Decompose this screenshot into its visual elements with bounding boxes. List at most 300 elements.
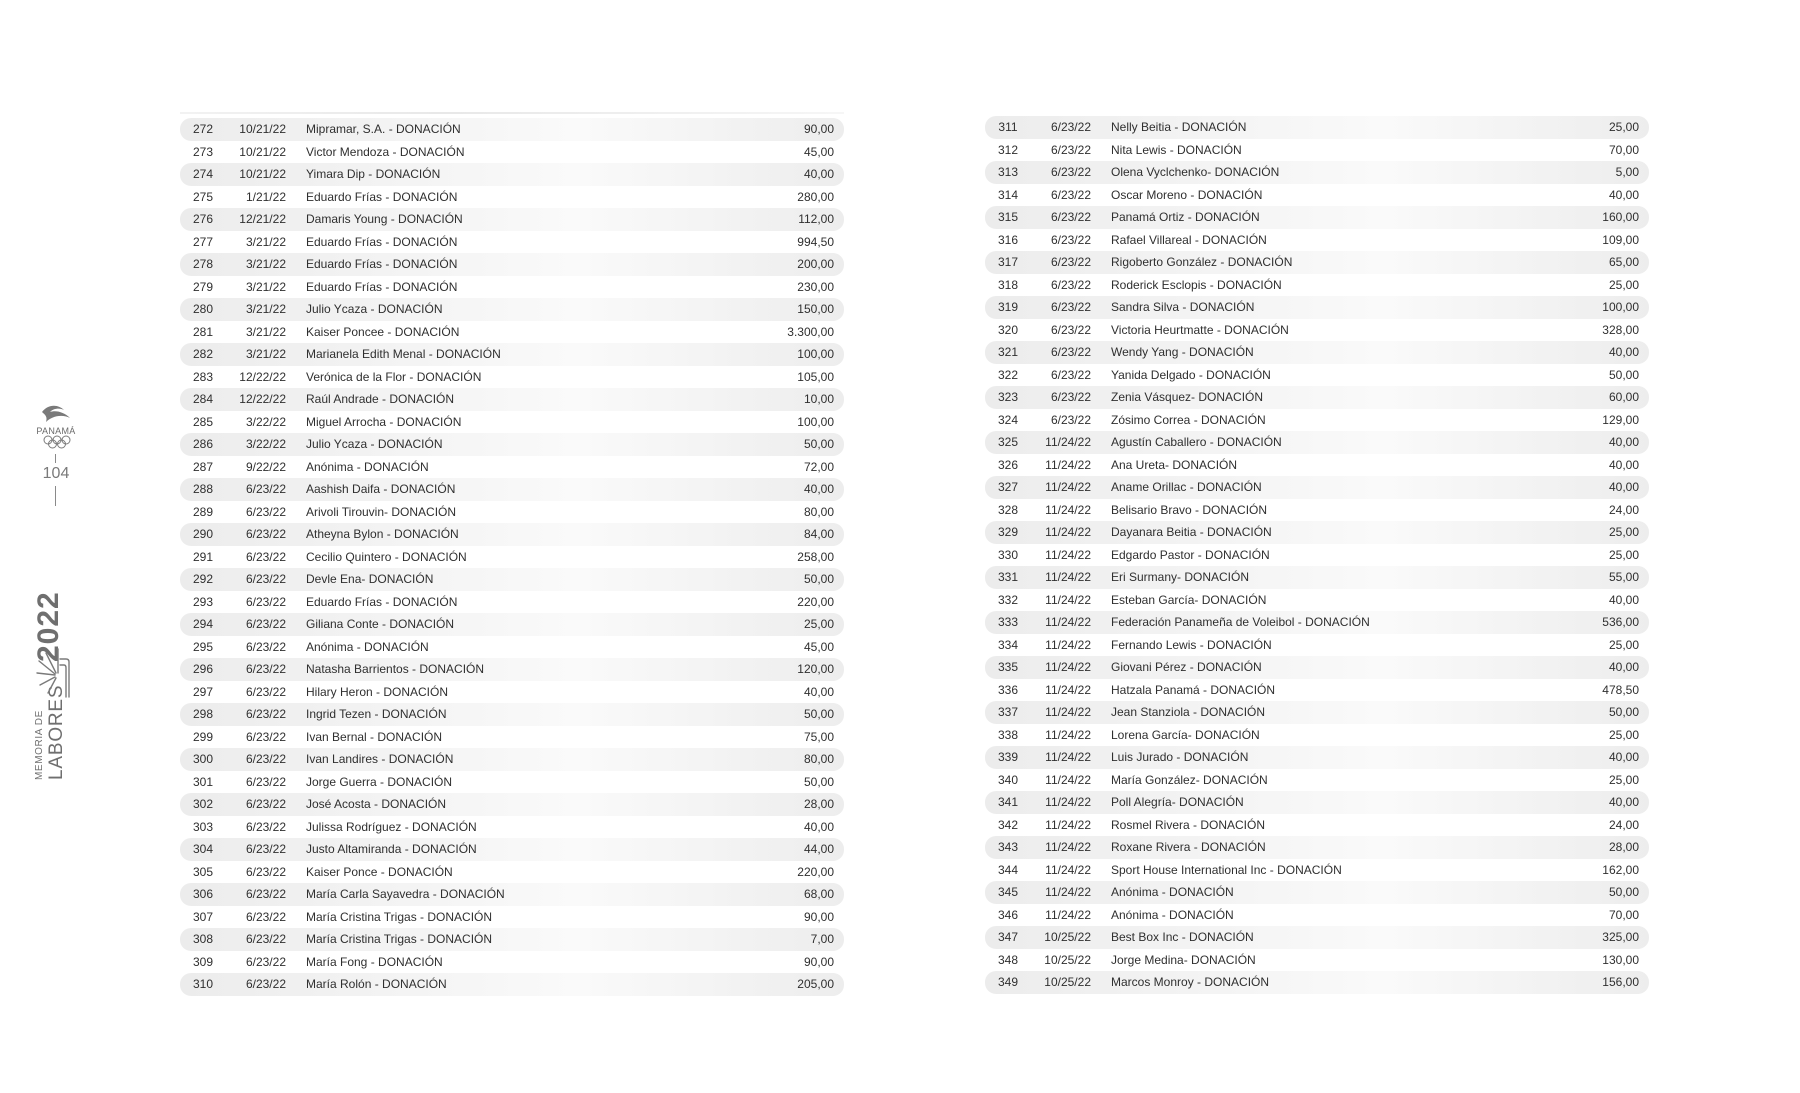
row-date: 6/23/22 bbox=[245, 527, 286, 542]
row-description: Kaiser Poncee - DONACIÓN bbox=[306, 324, 460, 339]
table-row bbox=[985, 656, 1649, 679]
row-description: Jean Stanziola - DONACIÓN bbox=[1111, 705, 1266, 720]
row-date: 11/24/22 bbox=[1045, 547, 1091, 562]
row-number: 331 bbox=[997, 570, 1019, 585]
row-date: 6/23/22 bbox=[1050, 367, 1091, 382]
row-amount: 129,00 bbox=[1602, 412, 1639, 427]
row-number: 347 bbox=[997, 930, 1019, 945]
brand-name: PANAMÁ bbox=[36, 426, 76, 436]
table-row bbox=[180, 748, 844, 771]
table-row bbox=[180, 163, 844, 186]
row-description: María González- DONACIÓN bbox=[1111, 772, 1268, 787]
row-description: Marcos Monroy - DONACIÓN bbox=[1111, 975, 1270, 990]
row-amount: 162,00 bbox=[1602, 862, 1639, 877]
row-description: Rafael Villareal - DONACIÓN bbox=[1111, 232, 1267, 247]
row-number: 300 bbox=[192, 752, 214, 767]
row-date: 3/22/22 bbox=[245, 414, 286, 429]
table-row bbox=[985, 521, 1649, 544]
row-amount: 40,00 bbox=[1608, 457, 1639, 472]
table-row bbox=[180, 298, 844, 321]
row-number: 323 bbox=[997, 390, 1019, 405]
row-description: Anónima - DONACIÓN bbox=[306, 639, 429, 654]
row-amount: 25,00 bbox=[1608, 120, 1639, 135]
row-date: 11/24/22 bbox=[1045, 795, 1091, 810]
table-top-rule bbox=[180, 112, 844, 114]
row-number: 272 bbox=[192, 122, 214, 137]
row-description: Agustín Caballero - DONACIÓN bbox=[1111, 435, 1282, 450]
row-date: 6/23/22 bbox=[1050, 165, 1091, 180]
row-date: 11/24/22 bbox=[1045, 637, 1091, 652]
table-row bbox=[985, 566, 1649, 589]
row-amount: 44,00 bbox=[803, 842, 834, 857]
row-date: 6/23/22 bbox=[245, 617, 286, 632]
row-amount: 150,00 bbox=[797, 302, 834, 317]
row-description: Sandra Silva - DONACIÓN bbox=[1111, 300, 1255, 315]
table-row bbox=[985, 341, 1649, 364]
row-description: Belisario Bravo - DONACIÓN bbox=[1111, 502, 1268, 517]
row-date: 10/21/22 bbox=[239, 144, 286, 159]
row-amount: 156,00 bbox=[1602, 975, 1639, 990]
row-number: 334 bbox=[997, 637, 1019, 652]
row-date: 6/23/22 bbox=[1050, 142, 1091, 157]
row-date: 3/22/22 bbox=[245, 437, 286, 452]
table-row bbox=[180, 186, 844, 209]
row-number: 346 bbox=[997, 907, 1019, 922]
row-description: Eri Surmany- DONACIÓN bbox=[1111, 570, 1250, 585]
row-date: 10/21/22 bbox=[239, 167, 286, 182]
row-number: 336 bbox=[997, 682, 1019, 697]
row-number: 312 bbox=[997, 142, 1019, 157]
table-row bbox=[985, 139, 1649, 162]
row-date: 6/23/22 bbox=[1050, 120, 1091, 135]
row-number: 280 bbox=[192, 302, 214, 317]
row-date: 6/23/22 bbox=[1050, 300, 1091, 315]
table-row bbox=[985, 116, 1649, 139]
row-amount: 70,00 bbox=[1608, 142, 1639, 157]
row-amount: 205,00 bbox=[797, 977, 834, 992]
row-number: 329 bbox=[997, 525, 1019, 540]
row-number: 316 bbox=[997, 232, 1019, 247]
table-row bbox=[985, 679, 1649, 702]
table-row bbox=[985, 364, 1649, 387]
row-date: 11/24/22 bbox=[1045, 907, 1091, 922]
row-number: 278 bbox=[192, 257, 214, 272]
row-amount: 70,00 bbox=[1608, 907, 1639, 922]
row-number: 276 bbox=[192, 212, 214, 227]
row-date: 6/23/22 bbox=[245, 594, 286, 609]
table-row bbox=[180, 433, 844, 456]
table-row bbox=[180, 883, 844, 906]
table-row bbox=[985, 836, 1649, 859]
row-description: María Fong - DONACIÓN bbox=[306, 954, 443, 969]
row-amount: 75,00 bbox=[803, 729, 834, 744]
row-number: 311 bbox=[998, 120, 1018, 135]
row-amount: 994,50 bbox=[797, 234, 834, 249]
row-number: 322 bbox=[997, 367, 1019, 382]
table-row bbox=[180, 411, 844, 434]
table-row bbox=[180, 658, 844, 681]
row-amount: 3.300,00 bbox=[787, 324, 834, 339]
table-row bbox=[985, 611, 1649, 634]
separator-line bbox=[55, 486, 56, 506]
row-amount: 84,00 bbox=[803, 527, 834, 542]
donations-table-right bbox=[985, 116, 1649, 994]
table-row bbox=[985, 296, 1649, 319]
report-year: 2022 bbox=[32, 591, 65, 662]
row-number: 330 bbox=[997, 547, 1019, 562]
row-date: 10/21/22 bbox=[239, 122, 286, 137]
row-description: Esteban García- DONACIÓN bbox=[1111, 592, 1267, 607]
row-amount: 40,00 bbox=[1608, 795, 1639, 810]
row-amount: 90,00 bbox=[803, 909, 834, 924]
row-date: 11/24/22 bbox=[1045, 840, 1091, 855]
row-number: 284 bbox=[192, 392, 214, 407]
table-row bbox=[180, 208, 844, 231]
row-description: Rosmel Rivera - DONACIÓN bbox=[1111, 817, 1266, 832]
row-date: 6/23/22 bbox=[1050, 390, 1091, 405]
table-row bbox=[985, 701, 1649, 724]
row-number: 282 bbox=[192, 347, 214, 362]
row-description: Best Box Inc - DONACIÓN bbox=[1111, 930, 1254, 945]
row-number: 320 bbox=[997, 322, 1019, 337]
row-number: 292 bbox=[192, 572, 214, 587]
row-description: Justo Altamiranda - DONACIÓN bbox=[306, 842, 477, 857]
row-date: 6/23/22 bbox=[245, 482, 286, 497]
row-number: 338 bbox=[997, 727, 1019, 742]
row-amount: 130,00 bbox=[1602, 952, 1639, 967]
row-number: 301 bbox=[192, 774, 214, 789]
row-date: 6/23/22 bbox=[1050, 187, 1091, 202]
olympic-rings-icon bbox=[43, 435, 71, 449]
row-number: 337 bbox=[997, 705, 1019, 720]
table-row bbox=[985, 791, 1649, 814]
row-amount: 478,50 bbox=[1602, 682, 1639, 697]
row-amount: 105,00 bbox=[797, 369, 834, 384]
table-row bbox=[180, 231, 844, 254]
row-date: 1/21/22 bbox=[245, 189, 286, 204]
row-description: Victor Mendoza - DONACIÓN bbox=[306, 144, 465, 159]
row-number: 288 bbox=[192, 482, 214, 497]
row-amount: 90,00 bbox=[803, 122, 834, 137]
row-description: Verónica de la Flor - DONACIÓN bbox=[306, 369, 482, 384]
row-number: 333 bbox=[997, 615, 1019, 630]
table-row bbox=[985, 881, 1649, 904]
row-number: 321 bbox=[997, 345, 1019, 360]
row-description: Roxane Rivera - DONACIÓN bbox=[1111, 840, 1266, 855]
row-date: 3/21/22 bbox=[245, 279, 286, 294]
table-row bbox=[180, 343, 844, 366]
row-description: Eduardo Frías - DONACIÓN bbox=[306, 257, 458, 272]
row-amount: 25,00 bbox=[1608, 525, 1639, 540]
row-description: Aname Orillac - DONACIÓN bbox=[1111, 480, 1262, 495]
table-row bbox=[180, 681, 844, 704]
title-line-2: LABORES bbox=[46, 684, 67, 780]
row-number: 319 bbox=[997, 300, 1019, 315]
row-date: 12/22/22 bbox=[239, 392, 286, 407]
row-amount: 25,00 bbox=[1608, 772, 1639, 787]
row-description: Rigoberto González - DONACIÓN bbox=[1111, 255, 1293, 270]
row-number: 307 bbox=[192, 909, 214, 924]
row-amount: 40,00 bbox=[1608, 592, 1639, 607]
row-date: 11/24/22 bbox=[1045, 772, 1091, 787]
row-description: Mipramar, S.A. - DONACIÓN bbox=[306, 122, 461, 137]
table-row bbox=[180, 388, 844, 411]
row-date: 6/23/22 bbox=[1050, 210, 1091, 225]
row-amount: 50,00 bbox=[803, 707, 834, 722]
row-amount: 25,00 bbox=[1608, 727, 1639, 742]
row-number: 299 bbox=[192, 729, 214, 744]
row-description: Luis Jurado - DONACIÓN bbox=[1111, 750, 1249, 765]
row-amount: 50,00 bbox=[1608, 705, 1639, 720]
row-number: 281 bbox=[192, 324, 214, 339]
row-description: Julissa Rodríguez - DONACIÓN bbox=[306, 819, 477, 834]
row-date: 6/23/22 bbox=[245, 887, 286, 902]
table-row bbox=[985, 184, 1649, 207]
table-row bbox=[985, 814, 1649, 837]
row-date: 6/23/22 bbox=[245, 977, 286, 992]
row-date: 6/23/22 bbox=[245, 504, 286, 519]
row-date: 6/23/22 bbox=[1050, 412, 1091, 427]
row-amount: 40,00 bbox=[803, 482, 834, 497]
table-row bbox=[180, 951, 844, 974]
row-date: 3/21/22 bbox=[245, 234, 286, 249]
row-date: 10/25/22 bbox=[1044, 952, 1091, 967]
row-number: 325 bbox=[997, 435, 1019, 450]
row-description: Nita Lewis - DONACIÓN bbox=[1111, 142, 1242, 157]
table-row bbox=[985, 769, 1649, 792]
row-amount: 40,00 bbox=[1608, 480, 1639, 495]
row-description: Ivan Landires - DONACIÓN bbox=[306, 752, 454, 767]
row-date: 10/25/22 bbox=[1044, 930, 1091, 945]
row-date: 3/21/22 bbox=[245, 324, 286, 339]
row-amount: 25,00 bbox=[803, 617, 834, 632]
row-amount: 109,00 bbox=[1602, 232, 1639, 247]
table-row bbox=[985, 544, 1649, 567]
row-amount: 328,00 bbox=[1602, 322, 1639, 337]
row-date: 9/22/22 bbox=[245, 459, 286, 474]
row-number: 283 bbox=[192, 369, 214, 384]
row-date: 6/23/22 bbox=[245, 549, 286, 564]
table-row bbox=[180, 636, 844, 659]
row-description: Natasha Barrientos - DONACIÓN bbox=[306, 662, 485, 677]
table-row bbox=[985, 926, 1649, 949]
table-row bbox=[985, 971, 1649, 994]
row-amount: 45,00 bbox=[803, 639, 834, 654]
row-description: Giovani Pérez - DONACIÓN bbox=[1111, 660, 1262, 675]
row-number: 344 bbox=[997, 862, 1019, 877]
row-amount: 60,00 bbox=[1608, 390, 1639, 405]
row-description: Jorge Guerra - DONACIÓN bbox=[306, 774, 453, 789]
table-row bbox=[985, 949, 1649, 972]
row-description: Marianela Edith Menal - DONACIÓN bbox=[306, 347, 501, 362]
table-row bbox=[985, 386, 1649, 409]
table-row bbox=[180, 456, 844, 479]
row-number: 309 bbox=[192, 954, 214, 969]
row-description: Hilary Heron - DONACIÓN bbox=[306, 684, 449, 699]
table-row bbox=[985, 206, 1649, 229]
row-date: 11/24/22 bbox=[1045, 862, 1091, 877]
row-amount: 24,00 bbox=[1608, 817, 1639, 832]
row-number: 304 bbox=[192, 842, 214, 857]
row-date: 6/23/22 bbox=[1050, 255, 1091, 270]
row-date: 11/24/22 bbox=[1045, 592, 1091, 607]
row-amount: 25,00 bbox=[1608, 547, 1639, 562]
row-description: Zenia Vásquez- DONACIÓN bbox=[1111, 390, 1264, 405]
row-amount: 100,00 bbox=[797, 347, 834, 362]
row-description: Sport House International Inc - DONACIÓN bbox=[1111, 862, 1342, 877]
row-amount: 230,00 bbox=[797, 279, 834, 294]
table-row bbox=[180, 276, 844, 299]
table-row bbox=[180, 546, 844, 569]
row-amount: 40,00 bbox=[803, 167, 834, 182]
row-amount: 50,00 bbox=[803, 572, 834, 587]
table-row bbox=[180, 253, 844, 276]
row-date: 6/23/22 bbox=[245, 932, 286, 947]
table-row bbox=[180, 478, 844, 501]
row-number: 310 bbox=[192, 977, 214, 992]
table-row bbox=[180, 703, 844, 726]
table-row bbox=[180, 771, 844, 794]
row-date: 11/24/22 bbox=[1045, 435, 1091, 450]
row-description: Eduardo Frías - DONACIÓN bbox=[306, 189, 458, 204]
row-number: 343 bbox=[997, 840, 1019, 855]
row-number: 342 bbox=[997, 817, 1019, 832]
row-amount: 25,00 bbox=[1608, 277, 1639, 292]
table-row bbox=[180, 118, 844, 141]
table-row bbox=[985, 499, 1649, 522]
row-date: 11/24/22 bbox=[1045, 682, 1091, 697]
row-description: Eduardo Frías - DONACIÓN bbox=[306, 234, 458, 249]
row-amount: 10,00 bbox=[803, 392, 834, 407]
row-date: 6/23/22 bbox=[1050, 232, 1091, 247]
row-date: 11/24/22 bbox=[1045, 727, 1091, 742]
table-row bbox=[180, 501, 844, 524]
row-number: 290 bbox=[192, 527, 214, 542]
row-amount: 72,00 bbox=[803, 459, 834, 474]
table-row bbox=[180, 613, 844, 636]
row-date: 3/21/22 bbox=[245, 347, 286, 362]
row-description: Eduardo Frías - DONACIÓN bbox=[306, 594, 458, 609]
row-description: Anónima - DONACIÓN bbox=[1111, 907, 1234, 922]
table-row bbox=[180, 973, 844, 996]
row-amount: 55,00 bbox=[1608, 570, 1639, 585]
row-date: 12/22/22 bbox=[239, 369, 286, 384]
table-row bbox=[985, 319, 1649, 342]
row-number: 327 bbox=[997, 480, 1019, 495]
row-amount: 160,00 bbox=[1602, 210, 1639, 225]
row-amount: 120,00 bbox=[797, 662, 834, 677]
row-amount: 80,00 bbox=[803, 752, 834, 767]
row-date: 11/24/22 bbox=[1045, 480, 1091, 495]
row-date: 10/25/22 bbox=[1044, 975, 1091, 990]
donations-table-left bbox=[180, 112, 844, 996]
row-description: Olena Vyclchenko- DONACIÓN bbox=[1111, 165, 1280, 180]
row-amount: 40,00 bbox=[803, 819, 834, 834]
table-row bbox=[985, 476, 1649, 499]
row-number: 303 bbox=[192, 819, 214, 834]
row-date: 11/24/22 bbox=[1045, 525, 1091, 540]
row-date: 6/23/22 bbox=[245, 909, 286, 924]
row-description: Edgardo Pastor - DONACIÓN bbox=[1111, 547, 1270, 562]
row-amount: 50,00 bbox=[1608, 367, 1639, 382]
row-description: Anónima - DONACIÓN bbox=[306, 459, 429, 474]
row-number: 293 bbox=[192, 594, 214, 609]
row-amount: 45,00 bbox=[803, 144, 834, 159]
row-date: 6/23/22 bbox=[1050, 322, 1091, 337]
row-number: 306 bbox=[192, 887, 214, 902]
row-description: Ivan Bernal - DONACIÓN bbox=[306, 729, 443, 744]
row-amount: 28,00 bbox=[803, 797, 834, 812]
table-row bbox=[180, 568, 844, 591]
row-number: 279 bbox=[192, 279, 214, 294]
row-number: 349 bbox=[997, 975, 1019, 990]
row-description: Poll Alegría- DONACIÓN bbox=[1111, 795, 1244, 810]
row-number: 295 bbox=[192, 639, 214, 654]
table-row bbox=[985, 904, 1649, 927]
row-description: Cecilio Quintero - DONACIÓN bbox=[306, 549, 467, 564]
table-row bbox=[180, 928, 844, 951]
row-date: 3/21/22 bbox=[245, 302, 286, 317]
table-row bbox=[985, 251, 1649, 274]
row-amount: 50,00 bbox=[803, 437, 834, 452]
row-description: Dayanara Beitia - DONACIÓN bbox=[1111, 525, 1272, 540]
table-row bbox=[985, 724, 1649, 747]
table-row bbox=[985, 229, 1649, 252]
row-amount: 220,00 bbox=[797, 594, 834, 609]
row-date: 6/23/22 bbox=[245, 684, 286, 699]
row-date: 11/24/22 bbox=[1045, 705, 1091, 720]
row-amount: 90,00 bbox=[803, 954, 834, 969]
row-description: Giliana Conte - DONACIÓN bbox=[306, 617, 455, 632]
row-number: 286 bbox=[192, 437, 214, 452]
row-description: María Cristina Trigas - DONACIÓN bbox=[306, 909, 493, 924]
row-description: Federación Panameña de Voleibol - DONACIÓN bbox=[1111, 615, 1370, 630]
row-number: 296 bbox=[192, 662, 214, 677]
row-date: 11/24/22 bbox=[1045, 502, 1091, 517]
row-description: José Acosta - DONACIÓN bbox=[306, 797, 447, 812]
row-date: 11/24/22 bbox=[1045, 817, 1091, 832]
row-description: Lorena García- DONACIÓN bbox=[1111, 727, 1260, 742]
row-number: 302 bbox=[192, 797, 214, 812]
table-row bbox=[180, 726, 844, 749]
separator-line bbox=[55, 454, 56, 463]
row-amount: 80,00 bbox=[803, 504, 834, 519]
row-date: 12/21/22 bbox=[239, 212, 286, 227]
row-description: Zósimo Correa - DONACIÓN bbox=[1111, 412, 1266, 427]
row-amount: 258,00 bbox=[797, 549, 834, 564]
row-amount: 28,00 bbox=[1608, 840, 1639, 855]
row-description: Panamá Ortiz - DONACIÓN bbox=[1111, 210, 1260, 225]
row-date: 6/23/22 bbox=[1050, 345, 1091, 360]
row-description: Oscar Moreno - DONACIÓN bbox=[1111, 187, 1263, 202]
row-date: 6/23/22 bbox=[245, 819, 286, 834]
row-description: Arivoli Tirouvin- DONACIÓN bbox=[306, 504, 457, 519]
table-row bbox=[180, 366, 844, 389]
table-row bbox=[985, 161, 1649, 184]
row-date: 6/23/22 bbox=[245, 572, 286, 587]
row-description: Ingrid Tezen - DONACIÓN bbox=[306, 707, 447, 722]
row-number: 340 bbox=[997, 772, 1019, 787]
row-date: 11/24/22 bbox=[1045, 660, 1091, 675]
row-date: 6/23/22 bbox=[245, 774, 286, 789]
row-amount: 40,00 bbox=[1608, 345, 1639, 360]
row-number: 315 bbox=[997, 210, 1019, 225]
row-amount: 68,00 bbox=[803, 887, 834, 902]
row-number: 289 bbox=[192, 504, 214, 519]
row-number: 298 bbox=[192, 707, 214, 722]
row-amount: 25,00 bbox=[1608, 637, 1639, 652]
row-amount: 40,00 bbox=[1608, 435, 1639, 450]
